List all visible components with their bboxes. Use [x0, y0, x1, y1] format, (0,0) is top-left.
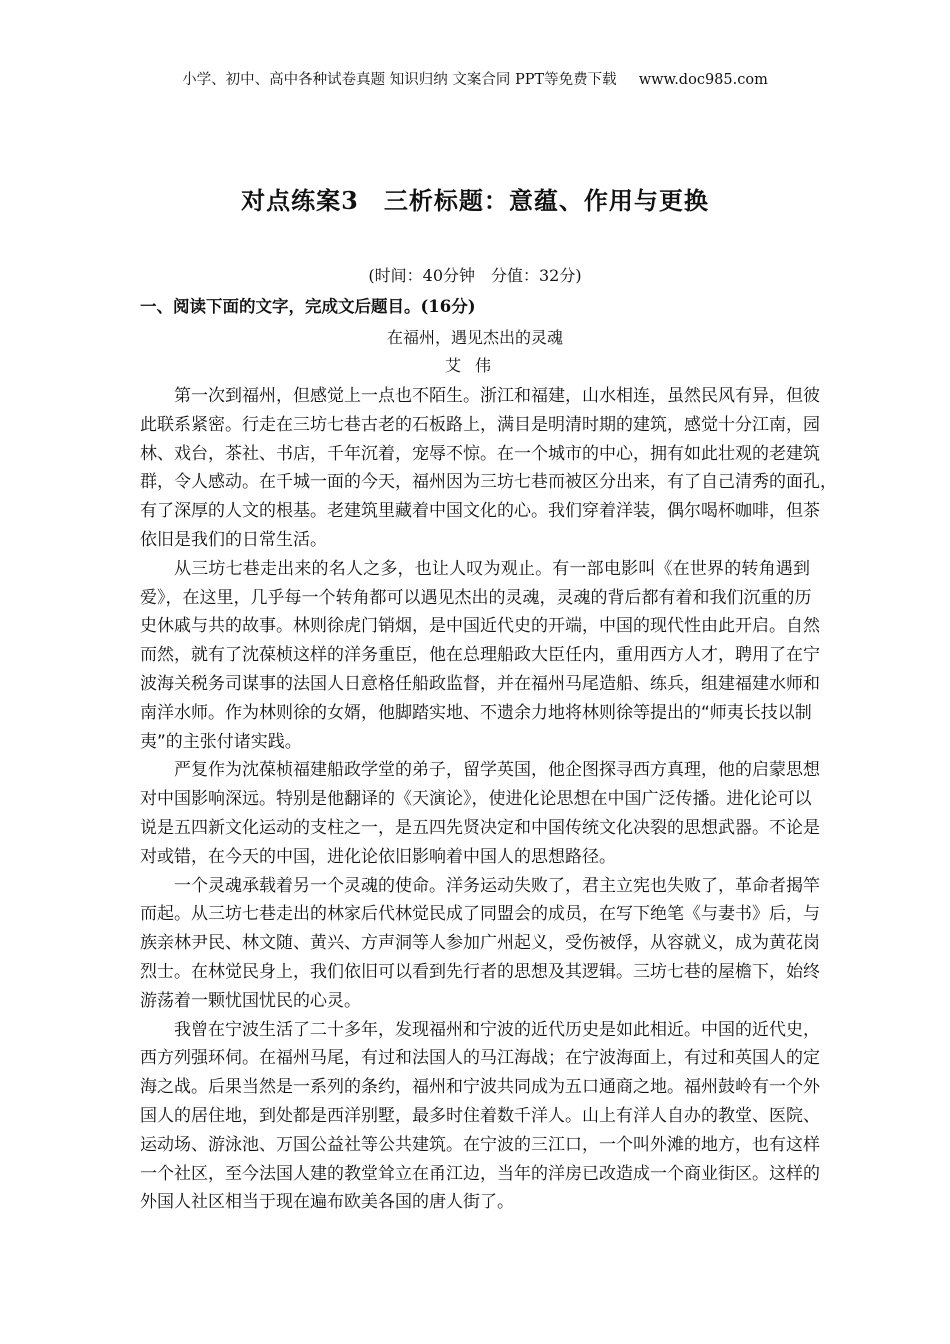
text-line: 夷”的主张付诸实践。 [140, 731, 302, 752]
article-author: 艾伟 [444, 356, 505, 375]
text-line: 一个社区，至今法国人建的教堂耸立在甬江边，当年的洋房已改造成一个商业街区。这样的 [140, 1163, 820, 1184]
article-body [140, 382, 837, 1217]
text-line: 群，令人感动。在千城一面的今天，福州因为三坊七巷而被区分出来，有了自己清秀的面孔， [140, 472, 837, 493]
text-line: 对中国影响深远。特别是他翻译的《天演论》，使进化论思想在中国广泛传播。进化论可以 [140, 789, 812, 810]
header-site: www.doc985.com [638, 72, 768, 88]
text-line: 国人的居住地，到处都是西洋别墅，最多时住着数千洋人。山上有洋人自办的教堂、医院、 [140, 1105, 820, 1126]
page-title: 对点练案3 三析标题：意蕴、作用与更换 [241, 186, 709, 215]
text-line: 游荡着一颗忧国忧民的心灵。 [140, 990, 361, 1011]
paragraph [140, 555, 820, 757]
paragraph [140, 1016, 820, 1218]
text-line: 史休戚与共的故事。林则徐虎门销烟，是中国近代史的开端，中国的现代性由此开启。自然 [140, 616, 820, 637]
text-line: 波海关税务司谋事的法国人日意格任船政监督，并在福州马尾造船、练兵，组建福建水师和 [140, 673, 820, 694]
text-line: 对或错，在今天的中国，进化论依旧影响着中国人的思想路径。 [140, 846, 616, 867]
text-line: 我曾在宁波生活了二十多年，发现福州和宁波的近代历史是如此相近。中国的近代史， [174, 1019, 820, 1040]
text-line: 烈士。在林觉民身上，我们依旧可以看到先行者的思想及其逻辑。三坊七巷的屋檐下，始终 [140, 961, 820, 982]
text-line: 严复作为沈葆桢福建船政学堂的弟子，留学英国，他企图探寻西方真理，他的启蒙思想 [174, 760, 820, 781]
text-line: 而然，就有了沈葆桢这样的洋务重臣，他在总理船政大臣任内，重用西方人才，聘用了在宁 [140, 645, 820, 666]
text-line: 此联系紧密。行走在三坊七巷古老的石板路上，满目是明清时期的建筑，感觉十分江南，园 [140, 414, 820, 435]
header-text: 小学、初中、高中各种试卷真题 知识归纳 文案合同 PPT等免费下载 [182, 72, 617, 88]
article-title: 在福州，遇见杰出的灵魂 [386, 328, 563, 347]
text-line: 林、戏台，茶社、书店，千年沉着，宠辱不惊。在一个城市的中心，拥有如此壮观的老建筑 [140, 443, 820, 464]
page-header [0, 68, 950, 89]
text-line: 海之战。后果当然是一系列的条约，福州和宁波共同成为五口通商之地。福州鼓岭有一个外 [140, 1077, 820, 1098]
text-line: 说是五四新文化运动的支柱之一，是五四先贤决定和中国传统文化决裂的思想武器。不论是 [140, 817, 820, 838]
text-line: 爱》，在这里，几乎每一个转角都可以遇见杰出的灵魂，灵魂的背后都有着和我们沉重的历 [140, 587, 812, 608]
text-line: 依旧是我们的日常生活。 [140, 529, 327, 550]
paragraph [140, 382, 837, 555]
paragraph [140, 872, 820, 1016]
section-heading: 一、阅读下面的文字，完成文后题目。(16分) [140, 297, 476, 316]
text-line: 从三坊七巷走出来的名人之多，也让人叹为观止。有一部电影叫《在世界的转角遇到 [174, 558, 810, 579]
text-line: 南洋水师。作为林则徐的女婿，他脚踏实地、不遗余力地将林则徐等提出的“师夷长技以制 [140, 702, 812, 723]
exam-meta: (时间：40分钟 分值：32分) [368, 266, 582, 285]
text-line: 有了深厚的人文的根基。老建筑里藏着中国文化的心。我们穿着洋装，偶尔喝杯咖啡，但茶 [140, 501, 820, 522]
text-line: 一个灵魂承载着另一个灵魂的使命。洋务运动失败了，君主立宪也失败了，革命者揭竿 [174, 875, 820, 896]
text-line: 族亲林尹民、林文随、黄兴、方声洞等人参加广州起义，受伤被俘，从容就义，成为黄花岗 [140, 933, 820, 954]
paragraph [140, 756, 820, 871]
text-line: 运动场、游泳池、万国公益社等公共建筑。在宁波的三江口，一个叫外滩的地方，也有这样 [140, 1134, 820, 1155]
text-line: 西方列强环伺。在福州马尾，有过和法国人的马江海战；在宁波海面上，有过和英国人的定 [140, 1048, 820, 1069]
text-line: 第一次到福州，但感觉上一点也不陌生。浙江和福建，山水相连，虽然民风有异，但彼 [174, 386, 820, 406]
text-line: 外国人社区相当于现在遍布欧美各国的唐人街了。 [140, 1192, 514, 1213]
text-line: 而起。从三坊七巷走出的林家后代林觉民成了同盟会的成员，在写下绝笔《与妻书》后，与 [140, 904, 820, 925]
